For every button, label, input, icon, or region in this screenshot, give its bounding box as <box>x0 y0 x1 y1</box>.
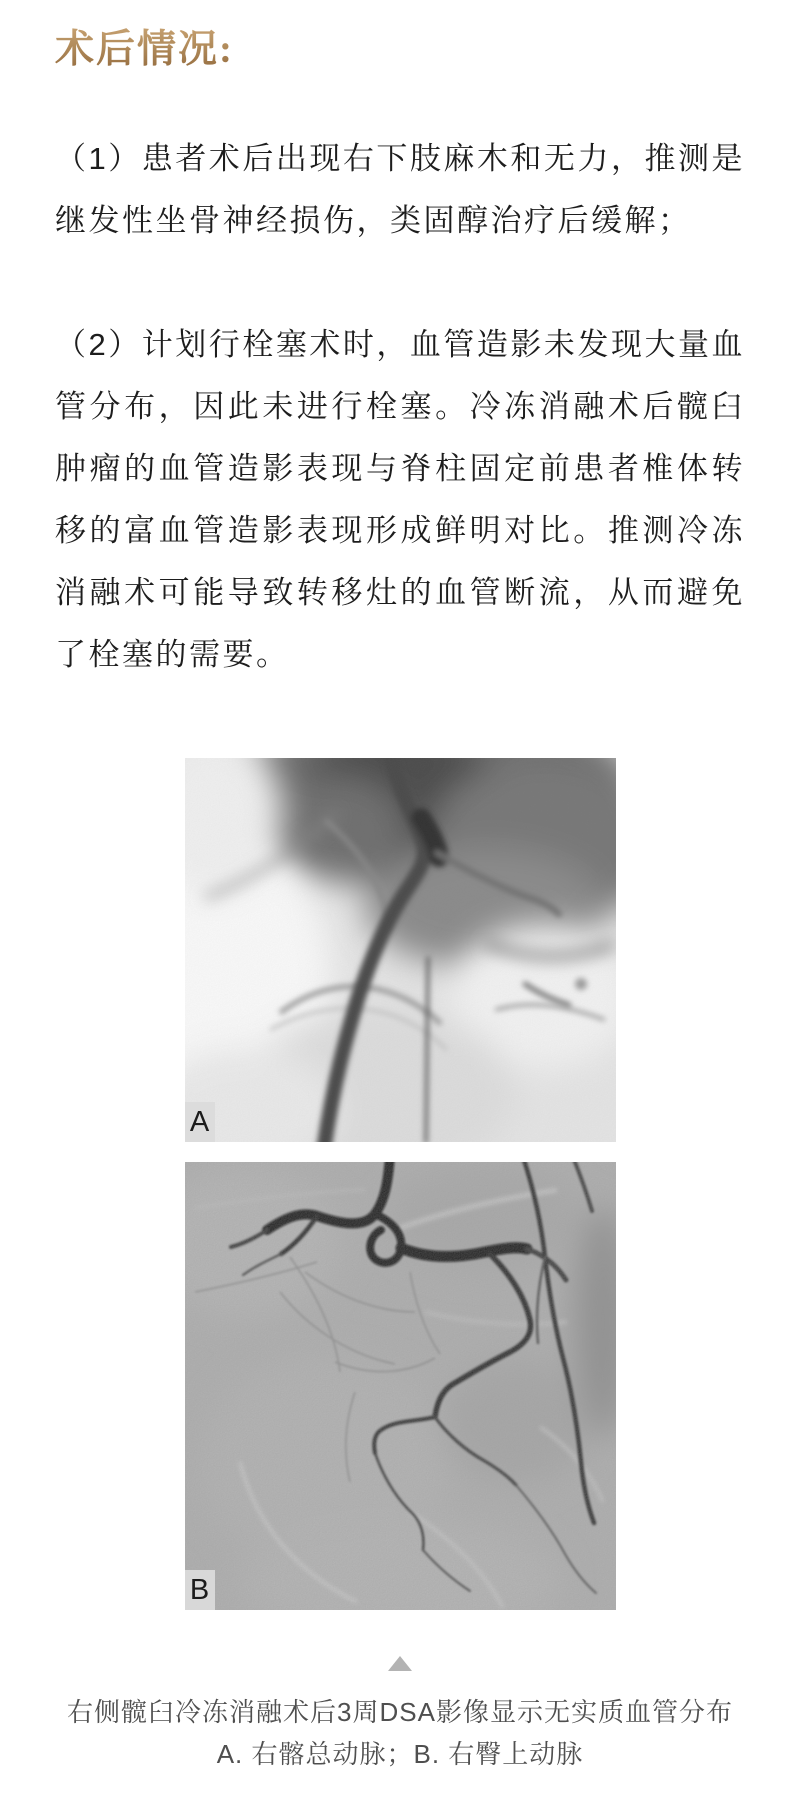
angiogram-image-a <box>185 758 616 1142</box>
xray-image-a-graphic <box>185 758 616 1142</box>
triangle-up-icon <box>388 1656 412 1671</box>
angiogram-image-b <box>185 1162 616 1610</box>
paragraph-1: （1）患者术后出现右下肢麻木和无力，推测是继发性坐骨神经损伤，类固醇治疗后缓解； <box>55 141 745 238</box>
figure-caption-line1: 右侧髋臼冷冻消融术后3周DSA影像显示无实质血管分布 <box>67 1697 733 1727</box>
figure-caption-line2: A. 右髂总动脉；B. 右臀上动脉 <box>216 1739 584 1769</box>
figure-caption <box>55 1691 745 1775</box>
paragraph-2: （2）计划行栓塞术时，血管造影未发现大量血管分布，因此未进行栓塞。冷冻消融术后髋臼肿瘤的血管造影表现与脊柱固定前患者椎体转移的富血管造影表现形成鲜明对比。推测冷冻消融术可能导致转移灶的血管断流，从而避免了栓塞的需要。 <box>55 327 745 672</box>
title-row <box>55 0 745 76</box>
dsa-figure <box>55 758 745 1775</box>
dsa-image-b-graphic <box>185 1162 616 1610</box>
image-a-label: A <box>185 1102 215 1142</box>
page-title: 术后情况: <box>55 24 234 76</box>
image-b-label: B <box>185 1570 215 1610</box>
